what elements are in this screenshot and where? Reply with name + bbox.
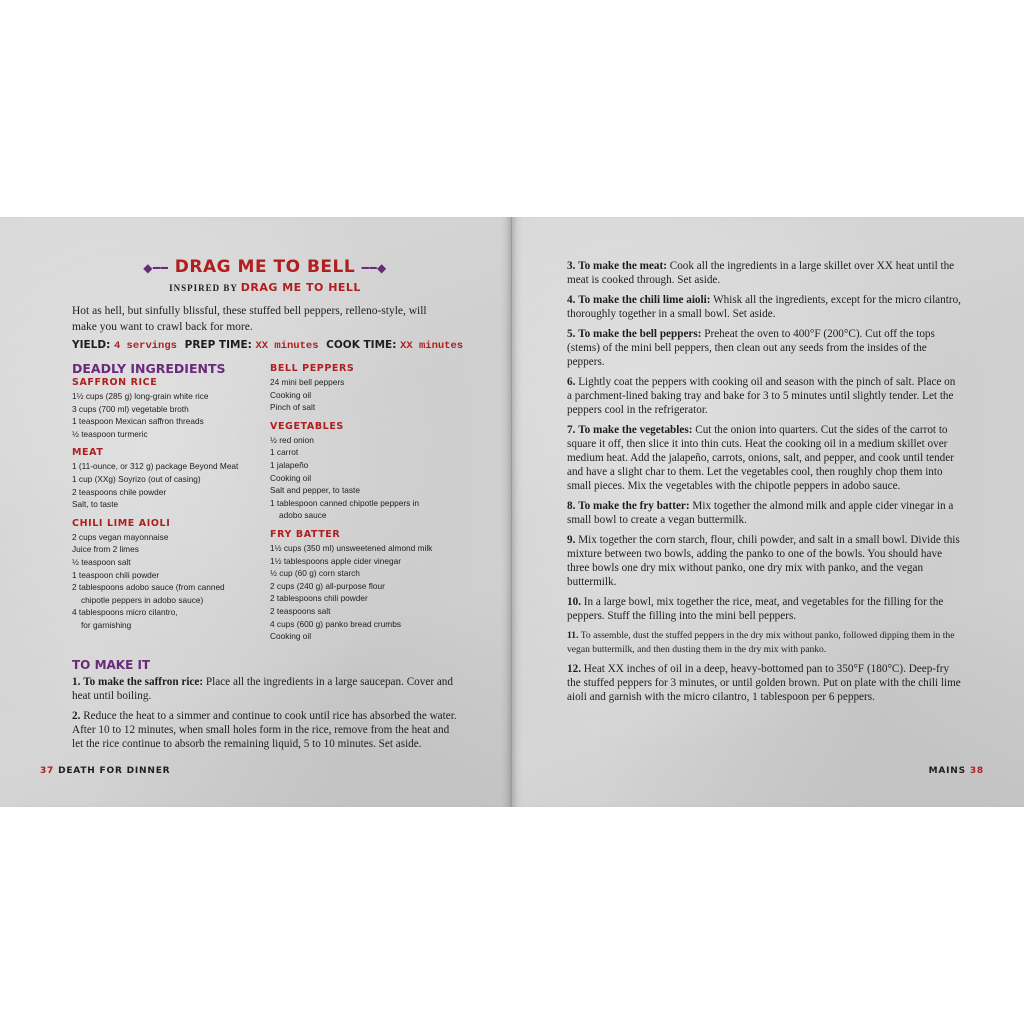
step-text: Place all the ingredients in a large saucepan. Cover and heat until boiling. xyxy=(72,676,453,702)
ingredient-item: 1½ tablespoons apple cider vinegar xyxy=(270,555,401,566)
step-text: Whisk all the ingredients, except for the micro cilantro, thoroughly together in a small bowl. Set aside. xyxy=(567,294,961,320)
ingredients-column-1 xyxy=(72,362,262,632)
ingredient-item: adobo sauce xyxy=(279,510,327,521)
step-6 xyxy=(567,375,962,417)
ingredient-item: 2 cups (240 g) all-purpose flour xyxy=(270,580,385,591)
ingredient-item: Juice from 2 limes xyxy=(72,544,139,555)
step-text: Mix together the almond milk and apple cider vinegar in a small bowl to create a vegan buttermilk. xyxy=(567,500,954,526)
step-3 xyxy=(567,259,962,287)
ingredient-item: 2 teaspoons salt xyxy=(270,605,331,616)
step-text: Lightly coat the peppers with cooking oil and season with the pinch of salt. Place on a parchment-lined baking tray and bake for 3 to 5 minutes until slightly tender. Let the peppers cool in the refrigerator. xyxy=(567,376,956,416)
recipe-title: DRAG ME TO BELL xyxy=(174,257,356,277)
step-lead: To make the vegetables: xyxy=(578,424,693,436)
left-folio xyxy=(40,766,170,776)
step-text: Preheat the oven to 400°F (200°C). Cut off the tops (stems) of the mini bell peppers, then clean out any seeds from the insides of the peppers. xyxy=(567,328,935,368)
ingredient-item: 1 jalapeño xyxy=(270,459,309,470)
step-number: 12. xyxy=(567,663,581,675)
ingredient-item: 1 teaspoon Mexican saffron threads xyxy=(72,416,204,427)
ingredient-item: 4 cups (600 g) panko bread crumbs xyxy=(270,618,401,629)
ingredient-item: chipotle peppers in adobo sauce) xyxy=(81,594,204,605)
ingredient-item: for garnishing xyxy=(81,619,132,630)
step-text: In a large bowl, mix together the rice, meat, and vegetables for the filling for the peppers. Stuff the filling into the mini bell peppers. xyxy=(567,596,944,622)
yield-value: 4 servings xyxy=(113,340,177,352)
step-number: 8. xyxy=(567,500,576,512)
prep-label: PREP TIME: xyxy=(184,339,252,351)
ingredient-item: 1 teaspoon chili powder xyxy=(72,569,160,580)
right-folio xyxy=(929,766,984,776)
ingredients-column-2 xyxy=(270,362,470,643)
ingredient-item: 4 tablespoons micro cilantro, xyxy=(72,607,178,618)
book-title: DEATH FOR DINNER xyxy=(58,766,171,776)
ingredient-item: 2 tablespoons adobo sauce (from canned xyxy=(72,582,225,593)
cook-label: COOK TIME: xyxy=(326,339,397,351)
step-number: 1. xyxy=(72,676,81,688)
step-lead: To make the bell peppers: xyxy=(578,328,702,340)
step-number: 10. xyxy=(567,596,581,608)
step-text: Reduce the heat to a simmer and continue to cook until rice has absorbed the water. After 10 to 12 minutes, when small holes form in the rice, remove from the heat and let the rice continue to absorb the remaining liquid, 5 to 10 minutes. Set aside. xyxy=(72,710,457,750)
ingredients-heading: DEADLY INGREDIENTS xyxy=(72,361,226,376)
step-lead: To make the saffron rice: xyxy=(83,676,204,688)
step-8 xyxy=(567,499,962,527)
step-9 xyxy=(567,533,962,589)
ingredient-item: 2 cups vegan mayonnaise xyxy=(72,531,169,542)
section-heading-saffron-rice: SAFFRON RICE xyxy=(72,377,158,388)
step-lead: To make the chili lime aioli: xyxy=(578,294,711,306)
ingredient-item: Cooking oil xyxy=(270,631,312,642)
inspired-film: DRAG ME TO HELL xyxy=(240,281,361,294)
section-heading-vegetables: VEGETABLES xyxy=(270,420,344,432)
ingredient-item: 1 carrot xyxy=(270,447,299,458)
ingredient-item: 24 mini bell peppers xyxy=(270,377,345,387)
step-number: 3. xyxy=(567,260,576,272)
left-page xyxy=(0,217,512,807)
ingredient-item: ½ red onion xyxy=(270,434,314,445)
step-text: Cook all the ingredients in a large skillet over XX heat until the meat is cooked through. Set aside. xyxy=(567,260,955,286)
recipe-title-block xyxy=(110,257,420,277)
ingredient-item: 2 teaspoons chile powder xyxy=(72,486,167,497)
yield-line xyxy=(72,339,462,352)
steps-left xyxy=(72,675,457,757)
inspired-by-line xyxy=(100,281,430,294)
step-text: To assemble, dust the stuffed peppers in the dry mix without panko, followed dipping them in the vegan buttermilk, and then dusting them in the dry mix with panko. xyxy=(567,630,955,655)
ingredient-item: 1 tablespoon canned chipotle peppers in xyxy=(270,497,419,508)
right-drip-ornament: ━━◆ xyxy=(361,261,387,275)
ingredient-item: 1½ cups (350 ml) unsweetened almond milk xyxy=(270,542,433,553)
step-10 xyxy=(567,595,962,623)
section-heading-chili-lime-aioli: CHILI LIME AIOLI xyxy=(72,517,171,529)
step-text: Cut the onion into quarters. Cut the sides of the carrot to square it off, then slice it into thin cuts. Heat the cooking oil in a medium skillet over medium heat. Add the jalapeño, carrots, onions, salt, and pepper, and cook until tender and have a slight char to them. Let the vegetables cool, then roughly chop them into small pieces. Mix the vegetables with the chipotle peppers in adobo sauce. xyxy=(567,424,954,492)
step-number: 9. xyxy=(567,534,576,546)
right-page xyxy=(512,217,1024,807)
step-1 xyxy=(72,675,457,703)
ingredient-item: 1 cup (XXg) Soyrizo (out of casing) xyxy=(72,473,201,484)
step-12 xyxy=(567,662,962,704)
step-7 xyxy=(567,423,962,493)
step-text: Heat XX inches of oil in a deep, heavy-bottomed pan to 350°F (180°C). Deep-fry the stuffed peppers for 3 minutes, or until golden brown. Put on plate with the chili lime aioli and garnish with the micro cilantro, 1 tablespoon per 6 peppers. xyxy=(567,663,961,703)
left-drip-ornament: ◆━━ xyxy=(143,261,169,275)
section-heading-fry-batter: FRY BATTER xyxy=(270,528,341,540)
ingredient-item: Cooking oil xyxy=(270,472,312,483)
ingredient-item: Pinch of salt xyxy=(270,402,316,413)
prep-value: XX minutes xyxy=(255,340,319,352)
step-lead: To make the fry batter: xyxy=(578,500,690,512)
ingredient-item: 1½ cups (285 g) long-grain white rice xyxy=(72,391,209,401)
step-number: 5. xyxy=(567,328,576,340)
step-11 xyxy=(567,629,962,656)
step-number: 2. xyxy=(72,710,81,722)
ingredient-item: Salt and pepper, to taste xyxy=(270,485,360,496)
ingredient-item: Salt, to taste xyxy=(72,499,119,510)
inspired-label: INSPIRED BY xyxy=(169,283,238,293)
right-page-number: 38 xyxy=(969,766,984,776)
cook-value: XX minutes xyxy=(400,340,464,352)
ingredient-item: ½ teaspoon turmeric xyxy=(72,428,148,439)
ingredient-item: ½ teaspoon salt xyxy=(72,556,131,567)
step-text: Mix together the corn starch, flour, chili powder, and salt in a small bowl. Divide this mixture between two bowls, adding the panko to one of the bowls. You should have three bowls one dry mix without panko, one dry mix with panko, and the vegan buttermilk. xyxy=(567,534,960,588)
section-heading-bell-peppers: BELL PEPPERS xyxy=(270,363,355,374)
step-number: 11. xyxy=(567,630,579,641)
step-2 xyxy=(72,709,457,751)
step-5 xyxy=(567,327,962,369)
section-heading-meat: MEAT xyxy=(72,447,104,459)
step-number: 4. xyxy=(567,294,576,306)
ingredient-item: ½ cup (60 g) corn starch xyxy=(270,568,360,579)
ingredient-item: Cooking oil xyxy=(270,389,312,400)
to-make-heading: TO MAKE IT xyxy=(72,658,151,672)
step-4 xyxy=(567,293,962,321)
ingredient-item: 1 (11-ounce, or 312 g) package Beyond Meat xyxy=(72,461,239,472)
yield-label: YIELD: xyxy=(72,339,111,351)
ingredient-item: 3 cups (700 ml) vegetable broth xyxy=(72,403,189,414)
step-lead: To make the meat: xyxy=(578,260,667,272)
section-name: MAINS xyxy=(928,766,966,776)
book-spread xyxy=(0,217,1024,807)
ingredient-item: 2 tablespoons chili powder xyxy=(270,593,368,604)
steps-right xyxy=(567,259,962,710)
step-number: 6. xyxy=(567,376,576,388)
left-page-number: 37 xyxy=(40,766,55,776)
step-number: 7. xyxy=(567,424,576,436)
recipe-intro: Hot as hell, but sinfully blissful, these stuffed bell peppers, relleno-style, will make you want to crawl back for more. xyxy=(72,305,427,333)
